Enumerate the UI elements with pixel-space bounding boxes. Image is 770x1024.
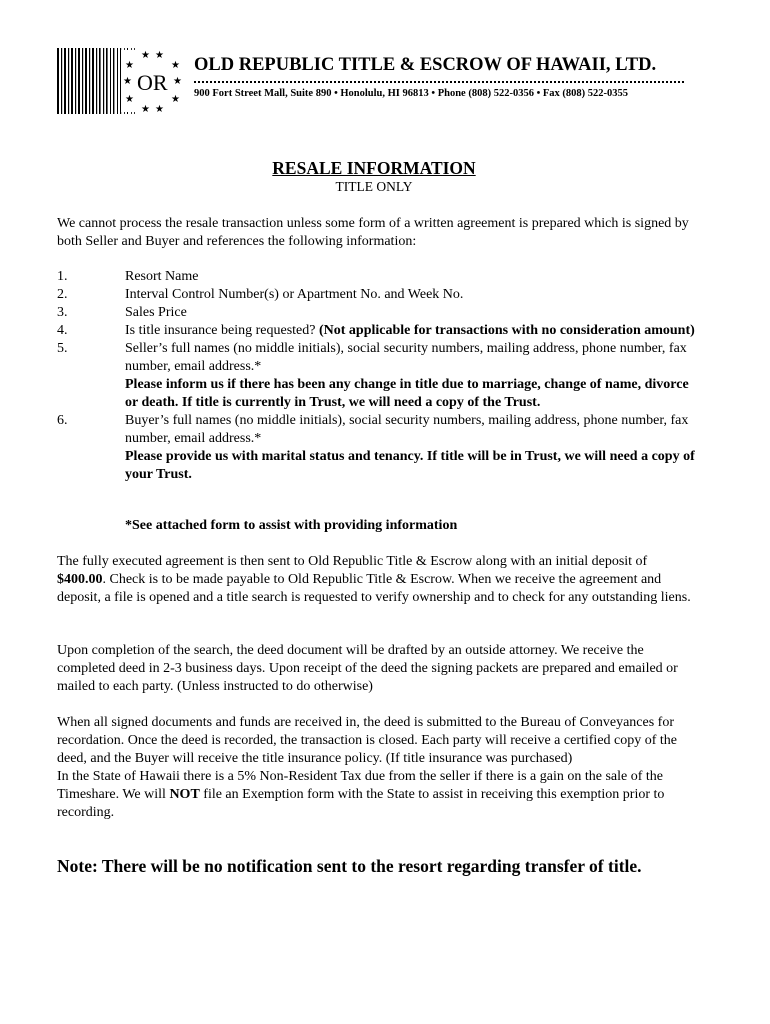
logo-monogram: OR [137,70,168,95]
svg-text:★: ★ [141,104,150,115]
requirements-list [57,268,697,484]
list-bold-note: (Not applicable for transactions with no consideration amount) [318,323,695,338]
tax-text [57,768,697,822]
deposit-text-after: . Check is to be made payable to Old Republic Title & Escrow. When we receive the agreement and deposit, a file is opened and a title search is requested to verify ownership and to check for any outstanding liens. [57,572,691,605]
recordation-paragraph [57,714,697,822]
deposit-text-before: The fully executed agreement is then sent to Old Republic Title & Escrow along with an initial deposit of [57,554,648,569]
svg-text:★: ★ [141,50,150,61]
company-address: 900 Fort Street Mall, Suite 890 • Honolulu, HI 96813 • Phone (808) 522-0356 • Fax (808) 522-0355 [194,88,629,99]
intro-paragraph: We cannot process the resale transaction unless some form of a written agreement is prepared which is signed by both Seller and Buyer and references the following information: [57,216,689,249]
list-number: 3. [57,305,68,320]
attached-form-note: *See attached form to assist with providing information [125,518,458,533]
list-number: 2. [57,287,68,302]
svg-text:★: ★ [173,76,182,87]
document-title: RESALE INFORMATION [272,158,476,178]
list-text: Is title insurance being requested? [125,323,319,338]
document-subtitle: TITLE ONLY [335,179,413,194]
list-item [57,322,697,340]
svg-text:★: ★ [125,94,134,105]
header-divider [194,81,684,83]
company-name: OLD REPUBLIC TITLE & ESCROW OF HAWAII, LTD. [194,55,657,75]
list-text: Buyer’s full names (no middle initials), social security numbers, mailing address, phone number, fax number, email address.* [125,413,689,446]
svg-text:★: ★ [155,50,164,61]
deposit-amount: $400.00 [57,572,103,587]
svg-text:★: ★ [123,76,132,87]
list-bold-note: Please provide us with marital status and tenancy. If title will be in Trust, we will need a copy of your Trust. [125,449,695,482]
list-item [57,412,697,484]
list-text: Interval Control Number(s) or Apartment No. and Week No. [125,287,464,302]
svg-text:★: ★ [155,104,164,115]
tax-not-emphasis: NOT [169,787,200,802]
deed-paragraph: Upon completion of the search, the deed document will be drafted by an outside attorney. We receive the completed deed in 2-3 business days. Upon receipt of the deed the signing packets are prepared and emailed or mailed to each party. (Unless instructed to do otherwise) [57,643,678,694]
svg-text:★: ★ [171,94,180,105]
tax-text-after: file an Exemption form with the State to assist in receiving this exemption prior to recording. [57,787,665,820]
list-item [57,286,697,304]
list-number: 4. [57,323,68,338]
deposit-paragraph [57,553,697,607]
list-text: Seller’s full names (no middle initials), social security numbers, mailing address, phone number, fax number, email address.* [125,341,687,374]
list-number: 6. [57,413,68,428]
company-logo [55,44,190,120]
list-item [57,340,697,412]
svg-text:★: ★ [125,60,134,71]
final-note: Note: There will be no notification sent to the resort regarding transfer of title. [57,856,642,876]
list-number: 1. [57,269,68,284]
list-item [57,304,697,322]
list-text: Sales Price [125,305,187,320]
list-bold-note: Please inform us if there has been any change in title due to marriage, change of name, divorce or death. If title is currently in Trust, we will need a copy of the Trust. [125,377,689,410]
tax-text-before: In the State of Hawaii there is a 5% Non-Resident Tax due from the seller if there is a gain on the sale of the Timeshare. We will [57,769,664,802]
recordation-text: When all signed documents and funds are received in, the deed is submitted to the Bureau of Conveyances for recordation. Once the deed is recorded, the transaction is closed. Each party will receive a certified copy of the deed, and the Buyer will receive the title insurance policy. (If title insurance was purchased) [57,715,678,766]
list-text: Resort Name [125,269,199,284]
list-number: 5. [57,341,68,356]
svg-text:★: ★ [171,60,180,71]
list-item [57,268,697,286]
